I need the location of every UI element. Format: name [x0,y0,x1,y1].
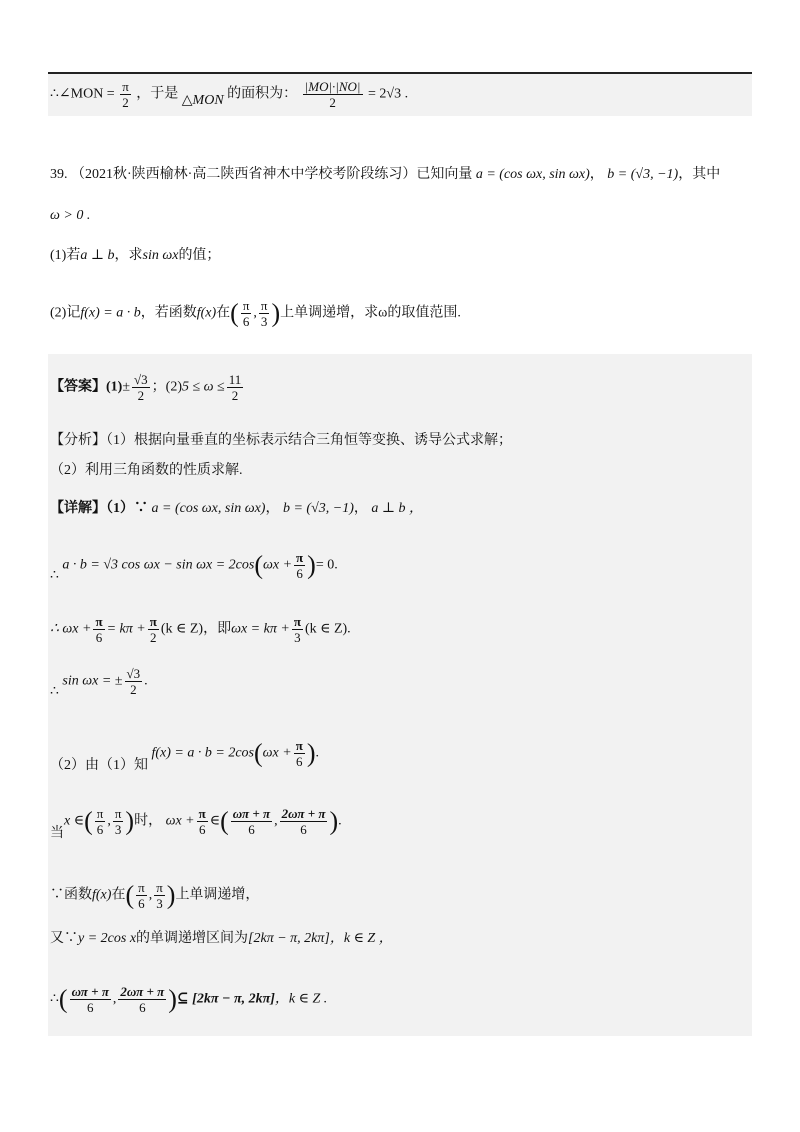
detail-part-2-f: （2）由（1）知 f(x) = a · b = 2cos(ωx + $\frac{\pi}{6}$ ). [50,738,319,773]
detail-cos-interval: 又∵y = 2cos x的单调递增区间为[2kπ − π, 2kπ]，k ∈ Z ， [50,931,393,946]
answer-line: 【答案】(1)± $\frac{√3}{2}$ ；(2)5 ≤ ω ≤ $\frac{11}{2}$ [50,372,242,403]
answer-label: 【答案】(1) [50,379,123,395]
analysis-line-2: （2）利用三角函数的性质求解. [50,463,243,478]
omega-condition: ω > 0 . [50,208,91,223]
angle-lead: ∴∠MON = [50,86,115,102]
question-source: 39. （2021秋·陕西榆林·高二陕西省神木中学校考阶段练习）已知向量 [50,167,473,182]
detail-dot-product: ∴ a · b = √3 cos ωx − sin ωx = 2cos(ωx + $\frac{\pi}{6}$ )= 0. [50,550,338,583]
vector-a-def: a = (cos ωx, sin ωx) [475,167,590,182]
area-text: 的面积为： [227,86,298,102]
question-part-2: (2)记f(x) = a · b，若函数f(x)在( $\frac{\pi}{6}$ , $\frac{\pi}{3}$ )上单调递增，求ω的取值范围. [50,298,461,329]
detail-monotone: ∵函数f(x)在( $\frac{\pi}{6}$ , $\frac{\pi}{3}$ )上单调递增， [50,880,260,911]
vector-b-def: b = (√3, −1) [607,167,679,182]
detail-step-4: ∴ sin ωx = ± $\frac{√3}{2}$ . [50,666,148,699]
detail-line-1: 【详解】（1）∵ a = (cos ωx, sin ωx)， b = (√3, −1)， a ⊥ b ， [50,501,424,516]
f-definition: f(x) = a · b [80,305,141,321]
triangle-mon: △MON [181,92,224,108]
area-fraction: $\frac{|MO|\cdot|NO|}{2}$ [304,79,361,110]
pi-over-2: $\frac{\pi}{2}$ [122,79,129,110]
so-text: ，于是 [136,86,179,102]
sin-omega-x: sin ωx [142,248,179,263]
analysis-line-1: 【分析】（1）根据向量垂直的坐标表示结合三角恒等变换、诱导公式求解； [50,433,512,448]
previous-solution-line [50,79,408,110]
area-result: = 2√3 . [368,86,409,102]
detail-label: 【详解】（1）∵ [50,501,148,516]
perp-condition: a ⊥ b [80,248,115,263]
question-head: 39. （2021秋·陕西榆林·高二陕西省神木中学校考阶段练习）已知向量 a = (cos ωx, sin ωx)， b = (√3, −1)，其中 [50,167,721,182]
detail-x-range: 当x ∈( $\frac{\pi}{6}$ , $\frac{\pi}{3}$ )时， ωx + $\frac{\pi}{6}$ ∈( $\frac{\omega\pi + \pi}{6}$ , $\frac{2\omega\pi + \pi}{6}$ ). [50,806,342,841]
detail-subset: ∴( $\frac{\omega\pi + \pi}{6}$ , $\frac{2\omega\pi + \pi}{6}$ )⊆ [2kπ − π, 2kπ]，k ∈ Z . [50,984,328,1015]
omega-range: 5 ≤ ω ≤ [181,379,225,395]
question-part-1: (1)若a ⊥ b，求sin ωx的值； [50,248,221,263]
detail-step-3: ∴ ωx + $\frac{\pi}{6}$ = kπ + $\frac{\pi}{2}$ (k ∈ Z)，即ωx = kπ + $\frac{\pi}{3}$ (k ∈ Z). [50,614,351,645]
